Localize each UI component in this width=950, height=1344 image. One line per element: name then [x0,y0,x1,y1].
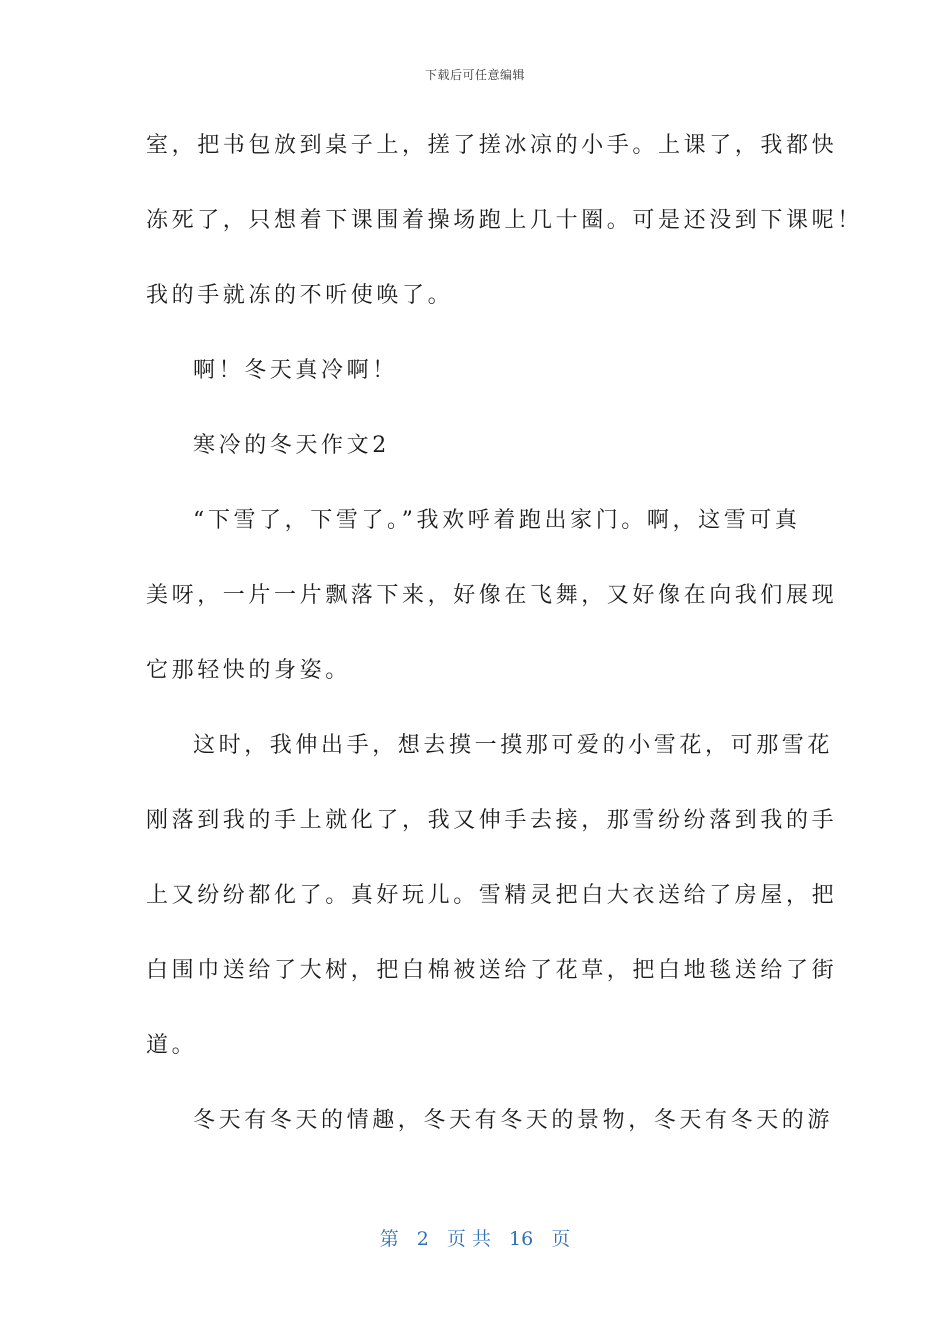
page-header: 下载后可任意编辑 [424,68,525,82]
text-line: 它那轻快的身姿。 [146,658,351,683]
text-line: 刚落到我的手上就化了，我又伸手去接，那雪纷纷落到我的手 [146,808,838,833]
text-line: 上又纷纷都化了。真好玩儿。雪精灵把白大衣送给了房屋，把 [146,883,838,908]
footer-prefix: 第 [379,1228,399,1250]
text-line: 室，把书包放到桌子上，搓了搓冰凉的小手。上课了，我都快 [146,133,838,158]
text-line: 道。 [146,1033,198,1058]
section-heading: 寒冷的冬天作文2 [193,433,390,458]
text-line: 啊！冬天真冷啊！ [193,358,398,383]
text-line: 冻死了，只想着下课围着操场跑上几十圈。可是还没到下课呢！ [146,208,863,233]
text-line: 美呀，一片一片飘落下来，好像在飞舞，又好像在向我们展现 [146,583,838,608]
footer-middle: 页 共 [446,1228,491,1250]
document-body [146,118,863,1168]
text-line: 我的手就冻的不听使唤了。 [146,283,454,308]
text-line: 冬天有冬天的情趣，冬天有冬天的景物，冬天有冬天的游 [193,1108,834,1133]
text-line: “下雪了，下雪了。”我欢呼着跑出家门。啊，这雪可真 [193,508,801,533]
text-line: 这时，我伸出手，想去摸一摸那可爱的小雪花，可那雪花 [193,733,834,758]
total-page-count: 16 [509,1228,534,1250]
page-footer [0,1224,950,1251]
text-line: 白围巾送给了大树，把白棉被送给了花草，把白地毯送给了街 [146,958,838,983]
footer-suffix: 页 [551,1228,571,1250]
current-page-number: 2 [416,1228,429,1250]
